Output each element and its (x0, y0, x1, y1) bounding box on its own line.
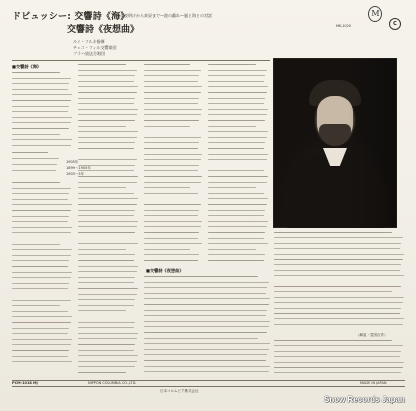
text-line (12, 305, 60, 306)
text-line (78, 92, 137, 93)
text-line (274, 351, 401, 352)
text-line (12, 145, 71, 146)
text-line (208, 98, 265, 99)
made-in-japan: MADE IN JAPAN (360, 381, 387, 385)
text-line (208, 232, 265, 233)
text-line (144, 114, 201, 115)
section-heading-la-mer: ■交響詩《海》 (12, 64, 42, 69)
text-line (208, 148, 264, 149)
text-line (12, 94, 72, 95)
text-line (78, 350, 134, 351)
text-line (208, 243, 268, 244)
text-line (12, 249, 72, 250)
text-line (12, 83, 69, 84)
text-line (208, 86, 268, 87)
text-line (12, 283, 69, 284)
year-3: 1903〜5年 (66, 172, 85, 176)
text-line (12, 339, 72, 340)
text-line (208, 70, 267, 71)
text-line (144, 215, 198, 216)
text-line (144, 148, 198, 149)
text-line (78, 355, 138, 356)
text-line (144, 86, 202, 87)
debussy-portrait-photo (273, 58, 397, 228)
text-line (78, 131, 138, 132)
text-line (208, 154, 268, 155)
text-line (78, 282, 134, 283)
text-line (78, 226, 137, 227)
text-line (78, 126, 126, 127)
text-line (144, 371, 269, 372)
conductor-line: ルイ・フルネ指揮 (73, 39, 105, 44)
text-line (12, 316, 72, 317)
text-line (208, 182, 267, 183)
text-line (208, 64, 256, 65)
text-line (208, 114, 267, 115)
text-line (12, 300, 71, 301)
text-line (144, 103, 198, 104)
text-line (12, 260, 69, 261)
text-line (12, 182, 60, 183)
text-line (12, 134, 60, 135)
text-line (208, 249, 256, 250)
text-line (274, 275, 404, 276)
text-line (144, 193, 198, 194)
text-line (12, 170, 56, 171)
text-line (144, 249, 190, 250)
text-line (144, 170, 198, 171)
credit-line: （解説・豊国吉作） (356, 333, 388, 337)
text-line (78, 75, 135, 76)
text-line (208, 109, 268, 110)
title-line-2: 交響詩《夜想曲》 (67, 25, 140, 35)
text-line (78, 260, 134, 261)
footer-rule-bottom (12, 386, 405, 387)
text-line (12, 350, 69, 351)
text-line (12, 122, 71, 123)
text-line (144, 354, 267, 355)
text-line (144, 70, 201, 71)
text-line (78, 322, 135, 323)
text-line (274, 297, 404, 298)
text-line (208, 176, 268, 177)
text-line (208, 204, 267, 205)
text-line (78, 98, 135, 99)
text-line (274, 291, 392, 292)
text-line (144, 360, 266, 361)
text-line (78, 170, 134, 171)
record-number-top: MK-1020 (336, 24, 352, 28)
text-line (144, 176, 202, 177)
text-line (12, 100, 71, 101)
text-line (144, 81, 198, 82)
text-line (144, 276, 258, 277)
header-rule (12, 60, 270, 61)
text-line (208, 193, 264, 194)
text-line (274, 259, 403, 260)
text-line (144, 142, 199, 143)
text-line (12, 216, 69, 217)
text-line (208, 221, 268, 222)
text-line (274, 237, 403, 238)
text-line (144, 287, 267, 288)
text-line (208, 131, 268, 132)
text-line (208, 75, 265, 76)
text-line (78, 148, 134, 149)
text-line (144, 332, 267, 333)
text-line (78, 221, 138, 222)
text-line (144, 98, 199, 99)
text-line (78, 299, 135, 300)
text-line (12, 204, 72, 205)
text-line (12, 199, 68, 200)
text-line (12, 255, 71, 256)
text-line (78, 254, 135, 255)
text-line (144, 159, 201, 160)
text-line (274, 313, 400, 314)
year-1: 1905年 (66, 160, 79, 164)
text-line (144, 338, 258, 339)
text-line (144, 75, 199, 76)
text-line (274, 243, 401, 244)
text-line (274, 248, 400, 249)
text-line (12, 344, 71, 345)
text-line (144, 154, 202, 155)
text-line (12, 117, 72, 118)
text-line (144, 204, 201, 205)
text-line (78, 204, 137, 205)
text-line (12, 152, 48, 153)
text-line (12, 277, 71, 278)
text-line (144, 321, 270, 322)
year-2: 1899〜1905年 (66, 166, 91, 170)
text-line (144, 282, 269, 283)
text-line (12, 272, 72, 273)
text-line (144, 254, 199, 255)
text-line (144, 349, 269, 350)
text-line (12, 111, 68, 112)
text-line (78, 198, 138, 199)
text-line (12, 311, 68, 312)
text-line (78, 187, 126, 188)
text-line (78, 310, 126, 311)
text-line (78, 294, 137, 295)
text-line (12, 210, 71, 211)
text-line (144, 126, 190, 127)
text-line (78, 109, 138, 110)
text-line (12, 139, 72, 140)
text-line (78, 327, 134, 328)
text-line (12, 193, 69, 194)
text-line (144, 226, 201, 227)
text-line (12, 72, 60, 73)
text-line (78, 232, 135, 233)
text-line (12, 356, 68, 357)
text-line (208, 81, 264, 82)
text-line (12, 266, 68, 267)
text-line (12, 164, 57, 165)
text-line (12, 333, 68, 334)
text-line (78, 277, 135, 278)
text-line (78, 114, 137, 115)
text-line (78, 176, 138, 177)
text-line (144, 165, 199, 166)
text-line (208, 170, 264, 171)
text-line (78, 64, 126, 65)
text-line (274, 264, 401, 265)
text-line (78, 86, 138, 87)
text-line (144, 243, 202, 244)
text-line (144, 182, 201, 183)
text-line (208, 226, 267, 227)
text-line (144, 310, 267, 311)
text-line (144, 92, 201, 93)
text-line (144, 221, 202, 222)
text-line (12, 322, 71, 323)
text-line (12, 128, 69, 129)
chorus-line: プラハ放送合唱団 (73, 51, 105, 56)
text-line (144, 210, 199, 211)
text-line (144, 326, 269, 327)
text-line (208, 126, 256, 127)
text-line (208, 260, 264, 261)
text-line (78, 70, 137, 71)
text-line (12, 227, 72, 228)
text-line (144, 137, 201, 138)
text-line (274, 232, 392, 233)
text-line (274, 308, 401, 309)
text-line (78, 103, 134, 104)
text-line (274, 356, 400, 357)
text-line (274, 302, 403, 303)
text-line (274, 345, 403, 346)
text-line (208, 215, 264, 216)
text-line (208, 137, 267, 138)
text-line (144, 298, 270, 299)
title-line-1: ドビュッシー: 交響詩《海》 (12, 12, 130, 22)
text-line (12, 244, 60, 245)
text-line (78, 210, 135, 211)
text-line (78, 344, 135, 345)
text-line (144, 293, 266, 294)
text-line (144, 238, 198, 239)
orchestra-line: チェコ・フィル交響楽団 (73, 45, 117, 50)
text-line (144, 64, 190, 65)
section-heading-nocturnes: ■交響詩《夜想曲》 (146, 268, 184, 273)
text-line (144, 315, 266, 316)
text-line (78, 120, 135, 121)
text-line (78, 159, 137, 160)
text-line (208, 187, 256, 188)
text-line (12, 89, 68, 90)
footer-rule-top (12, 380, 405, 381)
text-line (274, 254, 404, 255)
text-line (12, 78, 71, 79)
text-line (144, 187, 190, 188)
text-line (78, 271, 137, 272)
text-line (78, 305, 134, 306)
text-line (78, 333, 138, 334)
text-line (78, 372, 126, 373)
text-line (208, 142, 265, 143)
watermark: Snow Records Japan (324, 395, 405, 404)
text-line (78, 182, 137, 183)
text-line (274, 372, 401, 373)
text-line (78, 81, 134, 82)
stamp-mark: M (368, 6, 382, 22)
text-line (78, 366, 135, 367)
text-line (12, 232, 71, 233)
text-line (208, 120, 265, 121)
text-line (78, 288, 138, 289)
text-line (12, 221, 68, 222)
company-name-en: NIPPON COLUMBIA CO.,LTD. (88, 381, 137, 385)
text-line (12, 158, 59, 159)
text-line (144, 304, 269, 305)
text-line (78, 266, 138, 267)
text-line (208, 103, 264, 104)
text-line (144, 120, 199, 121)
text-line (144, 343, 270, 344)
text-line (12, 288, 68, 289)
text-line (208, 238, 264, 239)
text-line (78, 142, 135, 143)
text-line (274, 362, 404, 363)
text-line (208, 198, 268, 199)
text-line (144, 109, 202, 110)
text-line (274, 367, 403, 368)
text-line (208, 210, 265, 211)
text-line (144, 232, 199, 233)
text-line (12, 328, 69, 329)
catalog-number: PCM-1018 MJ (12, 381, 38, 385)
text-line (274, 270, 400, 271)
text-line (208, 254, 265, 255)
text-line (208, 92, 267, 93)
text-line (78, 361, 137, 362)
text-line (144, 366, 270, 367)
text-line (78, 338, 137, 339)
text-line (208, 159, 267, 160)
publisher-name: 日本コロムビア株式会社 (160, 389, 199, 393)
text-line (12, 361, 72, 362)
text-line (12, 106, 69, 107)
text-line (78, 193, 134, 194)
text-line (78, 243, 138, 244)
subtitle: —海の夜明けから真昼まで—波の戯れ—風と海との対話 (112, 13, 212, 18)
text-line (78, 249, 126, 250)
text-line (274, 340, 392, 341)
text-line (12, 188, 71, 189)
text-line (78, 137, 137, 138)
text-line (274, 318, 404, 319)
text-line (274, 286, 401, 287)
text-line (144, 260, 198, 261)
label-logo: C (389, 18, 401, 30)
text-line (274, 324, 403, 325)
text-line (78, 215, 134, 216)
